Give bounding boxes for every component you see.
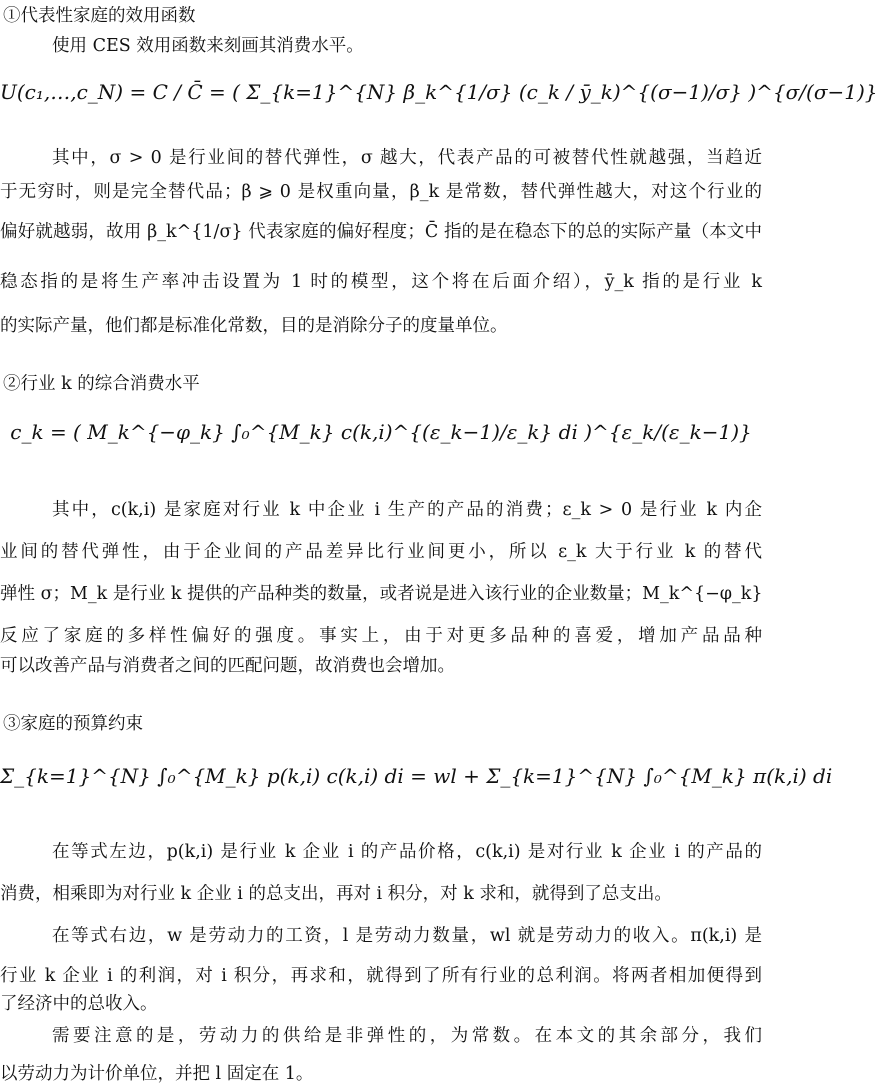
section-1-line-4: 稳态指的是将生产率冲击设置为 1 时的模型，这个将在后面介绍），ȳ_k 指的是行业 k	[0, 272, 762, 292]
section-3-line-5: 了经济中的总收入。	[0, 994, 158, 1014]
section-3-line-4: 行业 k 企业 i 的利润，对 i 积分，再求和，就得到了所有行业的总利润。将两者相加便得到	[0, 966, 762, 986]
utility-equation: U(c₁,…,c_N) = C / C̄ = ( Σ_{k=1}^{N} β_k^{1/σ} (c_k / ȳ_k)^{(σ−1)/σ} )^{σ/(σ−1)}	[0, 80, 878, 104]
section-1-intro: 使用 CES 效用函数来刻画其消费水平。	[52, 36, 364, 56]
section-2-line-2: 业间的替代弹性，由于企业间的产品差异比行业间更小，所以 ε_k 大于行业 k 的替代	[0, 542, 762, 562]
section-2-line-4: 反应了家庭的多样性偏好的强度。事实上，由于对更多品种的喜爱，增加产品品种	[0, 626, 762, 646]
section-1-line-5: 的实际产量，他们都是标准化常数，目的是消除分子的度量单位。	[0, 316, 508, 336]
section-1-line-3: 偏好就越弱，故用 β_k^{1/σ} 代表家庭的偏好程度；C̄ 指的是在稳态下的总的实际产量（本文中	[0, 222, 762, 242]
section-3-line-3: 在等式右边，w 是劳动力的工资，l 是劳动力数量，wl 就是劳动力的收入。π(k,i) 是	[52, 926, 762, 946]
budget-constraint-equation: Σ_{k=1}^{N} ∫₀^{M_k} p(k,i) c(k,i) di = wl + Σ_{k=1}^{N} ∫₀^{M_k} π(k,i) di	[0, 764, 833, 788]
section-2-line-3: 弹性 σ；M_k 是行业 k 提供的产品种类的数量，或者说是进入该行业的企业数量；M_k^{−φ_k}	[0, 584, 763, 604]
section-2-line-5: 可以改善产品与消费者之间的匹配问题，故消费也会增加。	[0, 656, 455, 676]
section-3-line-6: 需要注意的是，劳动力的供给是非弹性的，为常数。在本文的其余部分，我们	[52, 1026, 762, 1046]
section-1-line-1: 其中，σ > 0 是行业间的替代弹性，σ 越大，代表产品的可被替代性就越强，当趋近	[52, 148, 762, 168]
section-1-line-2: 于无穷时，则是完全替代品；β ⩾ 0 是权重向量，β_k 是常数，替代弹性越大，对这个行业的	[0, 182, 762, 202]
section-1-heading: ①代表性家庭的效用函数	[3, 6, 196, 26]
section-3-heading: ③家庭的预算约束	[3, 714, 143, 734]
section-3-line-2: 消费，相乘即为对行业 k 企业 i 的总支出，再对 i 积分，对 k 求和，就得到了总支出。	[0, 884, 672, 904]
section-3-line-1: 在等式左边，p(k,i) 是行业 k 企业 i 的产品价格，c(k,i) 是对行业 k 企业 i 的产品的	[52, 842, 762, 862]
section-2-line-1: 其中，c(k,i) 是家庭对行业 k 中企业 i 生产的产品的消费；ε_k > 0 是行业 k 内企	[52, 500, 762, 520]
section-3-line-7: 以劳动力为计价单位，并把 l 固定在 1。	[0, 1064, 314, 1084]
consumption-equation: c_k = ( M_k^{−φ_k} ∫₀^{M_k} c(k,i)^{(ε_k−1)/ε_k} di )^{ε_k/(ε_k−1)}	[10, 420, 752, 444]
section-2-heading: ②行业 k 的综合消费水平	[3, 374, 200, 394]
